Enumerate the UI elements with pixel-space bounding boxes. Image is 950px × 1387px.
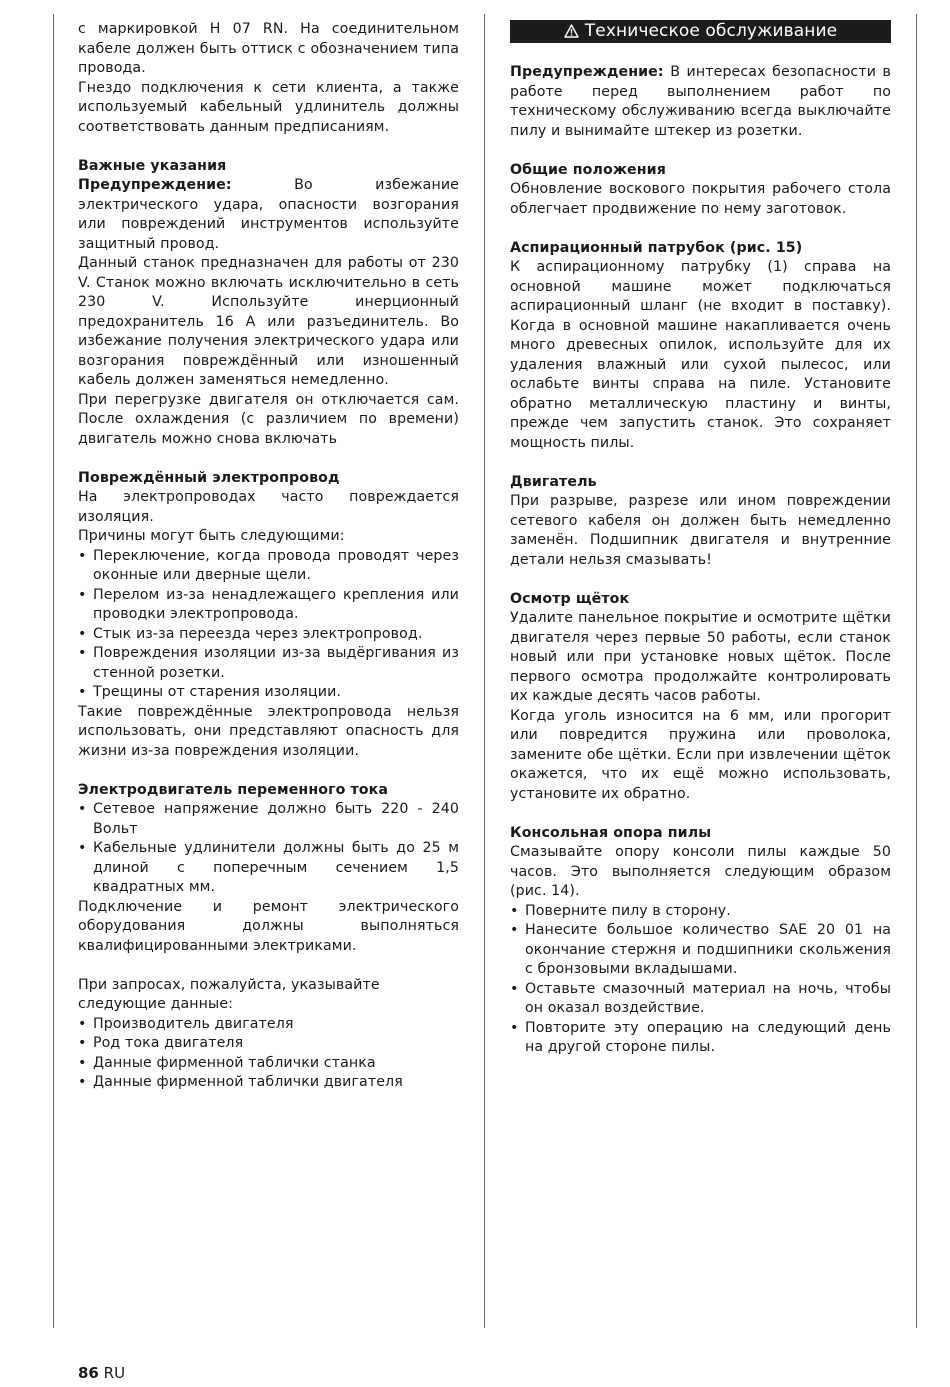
- damaged-paragraph-2: Причины могут быть следующими:: [78, 528, 345, 544]
- warning-text: Во избежание электрического удара, опасности возгорания или повреждений инструментов используйте защитный провод.: [78, 177, 459, 252]
- important-paragraph-3: При перегрузке двигателя он отключается сам. После охлаждения (с различием по времени) двигатель можно снова включать: [78, 391, 459, 447]
- list-item: • Перелом из-за ненадлежащего крепления или проводки электропровода.: [78, 586, 459, 622]
- page-number: 86: [78, 1364, 99, 1382]
- warning-label: Предупреждение:: [78, 177, 232, 193]
- warning-label: Предупреждение:: [510, 64, 664, 80]
- suction-paragraph: К аспирационному патрубку (1) справа на основной машине может подключаться аспирационный шланг (не входит в поставку). Когда в основной машине накапливается очень много древесных опилок, используйте для их удаления влажный или сухой пылесос, или ослабьте винты справа на пиле. Установите обратно металлическую пластину и винты, прежде чем запустить станок. Это сохраняет мощность пилы.: [510, 259, 891, 451]
- list-item: • Оставьте смазочный материал на ночь, чтобы он оказал воздействие.: [510, 980, 891, 1016]
- damaged-paragraph-1: На электропроводах часто повреждается изоляция.: [78, 489, 459, 525]
- damage-causes-list: [78, 547, 459, 703]
- brushes-paragraph-2: Когда уголь износится на 6 мм, или прогорит или повредится пружина или проволока, замените обе щётки. Если при извлечении щёток окажется, что их ещё можно использовать, установите их обратно.: [510, 707, 891, 802]
- maintenance-section-bar: [510, 20, 891, 43]
- ac-motor-heading: Электродвигатель переменного тока: [78, 781, 389, 798]
- brushes-paragraph-1: Удалите панельное покрытие и осмотрите щётки двигателя через первые 50 работы, если станок новый или при установке новых щёток. После первого осмотра продолжайте контролировать их каждые десять часов работы.: [510, 610, 891, 704]
- list-item: • Повреждения изоляции из-за выдёргивания из стенной розетки.: [78, 645, 459, 681]
- general-paragraph: Обновление воскового покрытия рабочего стола облегчает продвижение по нему заготовок.: [510, 181, 891, 217]
- important-warning: [78, 176, 459, 254]
- warning-text: В интересах безопасности в работе перед выполнением работ по техническому обслуживанию всегда выключайте пилу и вынимайте штекер из розетки.: [510, 64, 891, 139]
- intro-paragraph-1: с маркировкой H 07 RN. На соединительном кабеле должен быть оттиск с обозначением типа провода.: [78, 21, 459, 76]
- list-item: • Производитель двигателя: [78, 1015, 294, 1032]
- left-column: [78, 20, 459, 1093]
- requests-paragraph: При запросах, пожалуйста, указывайте следующие данные:: [78, 976, 380, 1012]
- list-item: • Род тока двигателя: [78, 1035, 244, 1051]
- warning-triangle-icon: [564, 22, 579, 45]
- list-item: • Трещины от старения изоляции.: [78, 684, 342, 700]
- list-item: • Данные фирменной таблички станка: [78, 1054, 376, 1071]
- section-title: Техническое обслуживание: [584, 21, 838, 41]
- list-item: • Поверните пилу в сторону.: [510, 902, 731, 919]
- left-margin-rule: [53, 14, 54, 1328]
- console-steps-list: [510, 902, 891, 1058]
- list-item: • Повторите эту операцию на следующий день на другой стороне пилы.: [510, 1019, 891, 1055]
- important-paragraph-2: Данный станок предназначен для работы от 230 V. Станок можно включать исключительно в сеть 230 V. Используйте инерционный предохранитель 16 А или разъединитель. Во избежание получения электрического удара или возгорания повреждённый или изношенный кабель должен заменяться немедленно.: [78, 255, 459, 388]
- general-heading: Общие положения: [510, 161, 666, 178]
- console-heading: Консольная опора пилы: [510, 824, 712, 841]
- column-divider: [484, 14, 485, 1328]
- suction-heading: Аспирационный патрубок (рис. 15): [510, 239, 803, 256]
- list-item: • Стык из-за переезда через электропровод.: [78, 625, 423, 642]
- language-code: RU: [103, 1364, 126, 1382]
- requests-list: [78, 1015, 459, 1093]
- motor-heading: Двигатель: [510, 473, 597, 490]
- list-item: • Кабельные удлинители должны быть до 25 м длиной с поперечным сечением 1,5 квадратных мм.: [78, 840, 459, 895]
- list-item: • Переключение, когда провода проводят через оконные или дверные щели.: [78, 547, 459, 583]
- intro-paragraph-2: Гнездо подключения к сети клиента, а также используемый кабельный удлинитель должны соответствовать данным предписаниям.: [78, 79, 459, 135]
- console-paragraph: Смазывайте опору консоли пилы каждые 50 часов. Это выполняется следующим образом (рис. 14).: [510, 844, 891, 899]
- list-item: • Нанесите большое количество SAE 20 01 на окончание стержня и подшипники скольжения с бронзовыми вкладышами.: [510, 922, 891, 977]
- damaged-cable-heading: Повреждённый электропровод: [78, 469, 340, 486]
- page-footer: [78, 1363, 125, 1383]
- right-column: [510, 20, 891, 1058]
- list-item: • Сетевое напряжение должно быть 220 - 240 Вольт: [78, 801, 459, 837]
- ac-motor-paragraph: Подключение и ремонт электрического оборудования должны выполняться квалифицированными электриками.: [78, 898, 459, 954]
- brushes-heading: Осмотр щёток: [510, 590, 630, 607]
- list-item: • Данные фирменной таблички двигателя: [78, 1074, 403, 1090]
- motor-paragraph: При разрыве, разрезе или ином повреждении сетевого кабеля он должен быть немедленно заменён. Подшипник двигателя и внутренние детали нельзя смазывать!: [510, 493, 891, 568]
- maintenance-warning: [510, 63, 891, 141]
- important-heading: Важные указания: [78, 157, 227, 174]
- right-margin-rule: [916, 14, 917, 1328]
- ac-motor-list: [78, 800, 459, 898]
- damaged-paragraph-3: Такие повреждённые электропровода нельзя использовать, они представляют опасность для жизни из-за повреждения изоляции.: [78, 703, 459, 759]
